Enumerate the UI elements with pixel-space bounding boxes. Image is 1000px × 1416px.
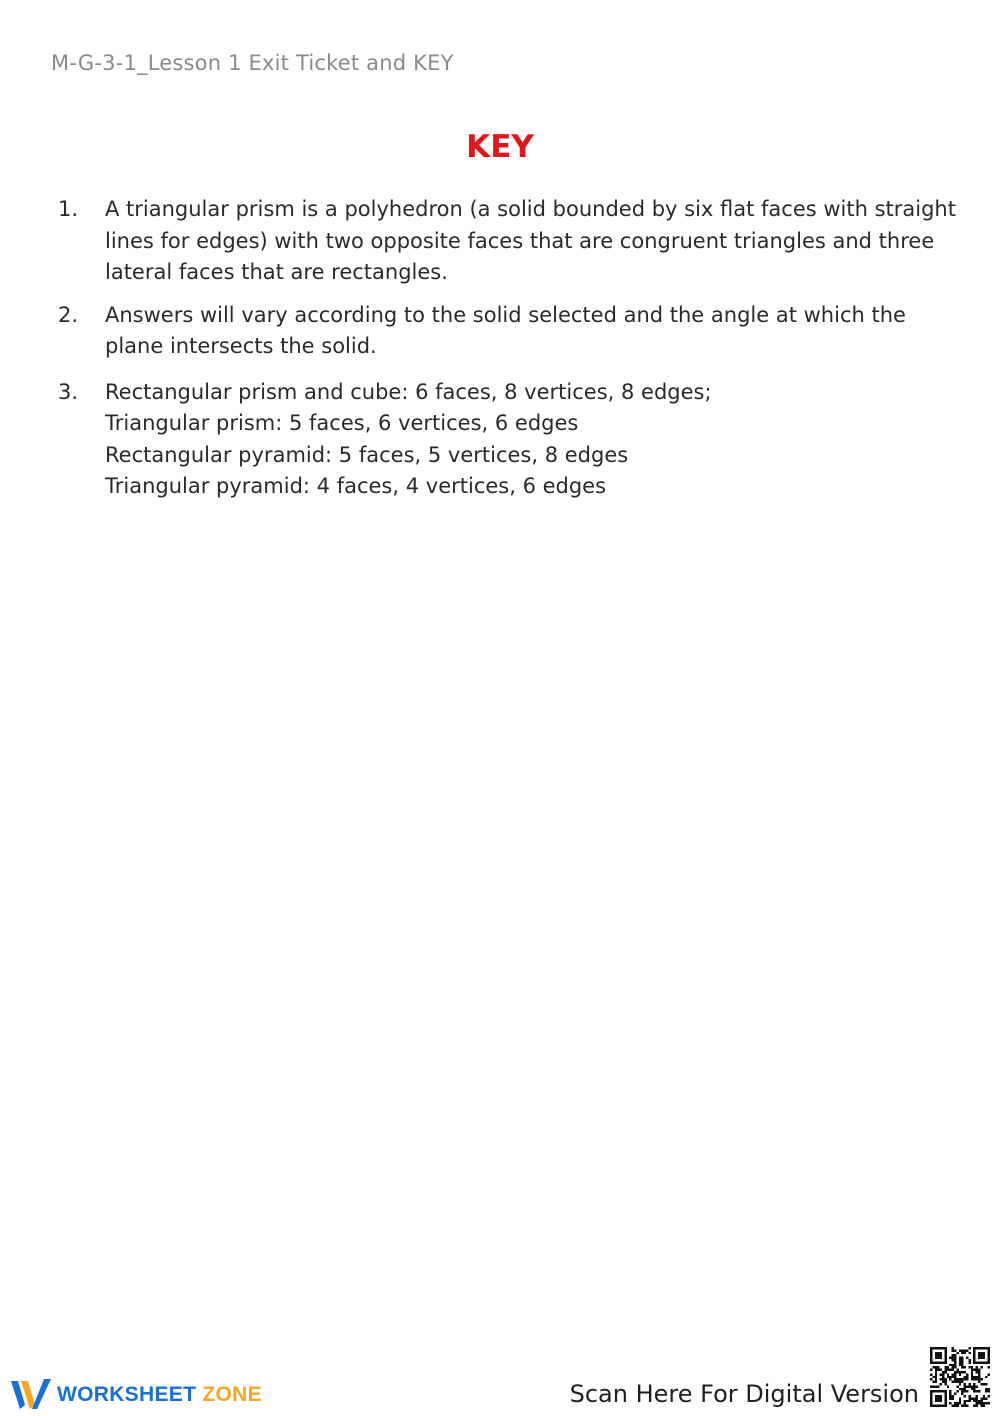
scan-prompt: Scan Here For Digital Version: [569, 1380, 919, 1408]
document-header: M-G-3-1_Lesson 1 Exit Ticket and KEY: [51, 51, 454, 75]
answer-number: 3.: [58, 379, 79, 404]
answer-line: Triangular prism: 5 faces, 6 vertices, 6 edges: [105, 411, 579, 435]
answer-item-3: [58, 377, 968, 503]
key-title: KEY: [466, 129, 534, 165]
logo-word-worksheet: WORKSHEET: [57, 1383, 197, 1406]
answer-line: Answers will vary according to the solid selected and the angle at which the plane intersects the solid.: [105, 302, 906, 358]
answer-number: 2.: [58, 302, 79, 327]
worksheetzone-logo-icon: [10, 1378, 52, 1412]
answer-line: Rectangular pyramid: 5 faces, 5 vertices, 8 edges: [105, 442, 629, 467]
logo-word-zone: ZONE: [202, 1383, 262, 1406]
answer-item-1: [58, 194, 968, 289]
answer-list: [58, 194, 968, 503]
answer-number: 1.: [58, 197, 79, 221]
answer-text: [105, 300, 968, 363]
qr-code-icon[interactable]: [930, 1347, 990, 1407]
answer-line: Rectangular prism and cube: 6 faces, 8 vertices, 8 edges;: [105, 379, 712, 404]
answer-line: Triangular pyramid: 4 faces, 4 vertices, 6 edges: [105, 474, 607, 498]
logo-wordmark: [57, 1383, 262, 1407]
answer-line: A triangular prism is a polyhedron (a solid bounded by six flat faces with straight lines for edges) with two opposite faces that are congruent triangles and three lateral faces that are rectangles.: [105, 197, 956, 284]
worksheetzone-logo[interactable]: [10, 1378, 262, 1412]
answer-text: [105, 377, 968, 503]
answer-text: [105, 194, 968, 289]
answer-item-2: [58, 300, 968, 363]
